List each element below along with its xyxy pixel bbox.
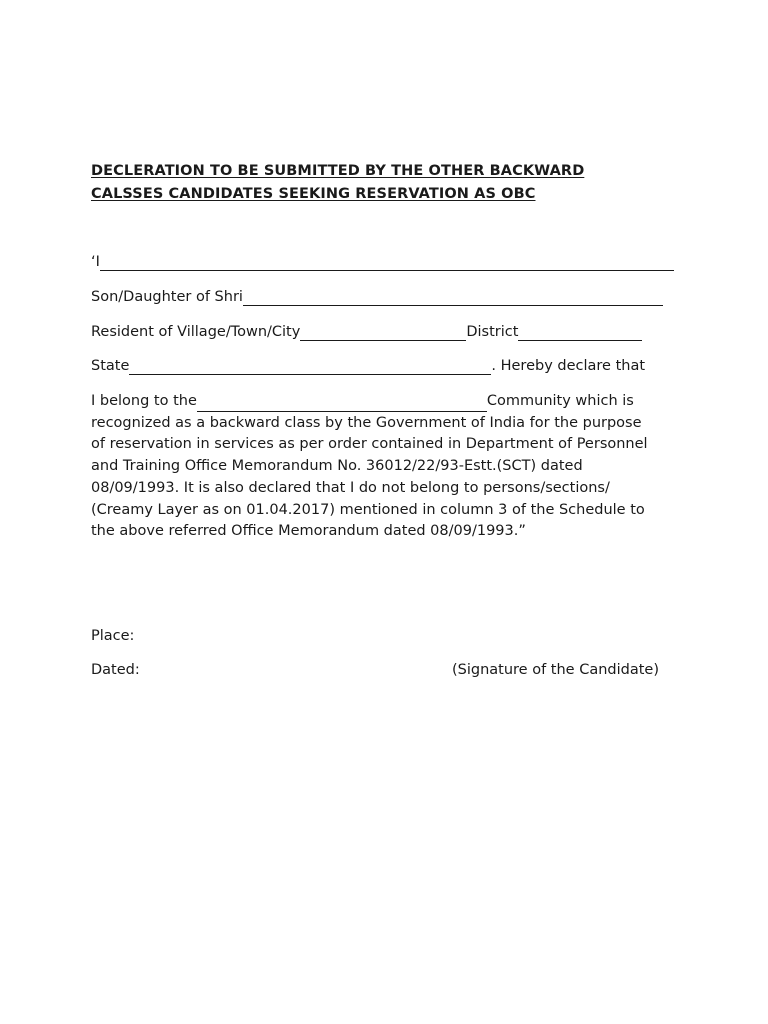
- place-label: Place:: [91, 628, 135, 644]
- name-prefix: ‘I: [91, 254, 100, 270]
- community-blank[interactable]: [197, 396, 487, 412]
- title-line-1: DECLERATION TO BE SUBMITTED BY THE OTHER BACKWARD: [91, 163, 585, 179]
- paragraph-line: and Training Office Memorandum No. 36012/22/93-Estt.(SCT) dated: [91, 458, 583, 475]
- name-blank[interactable]: [100, 255, 674, 271]
- dated-line: [91, 660, 140, 680]
- signature-label: (Signature of the Candidate): [452, 662, 659, 678]
- state-suffix: . Hereby declare that: [491, 358, 646, 374]
- community-prefix: I belong to the: [91, 393, 197, 409]
- state-label: State: [91, 358, 130, 374]
- paragraph-line: 08/09/1993. It is also declared that I do not belong to persons/sections/: [91, 479, 610, 496]
- document-title: [91, 160, 691, 206]
- paragraph-line: recognized as a backward class by the Government of India for the purpose: [91, 414, 642, 431]
- parent-blank[interactable]: [243, 290, 663, 306]
- parent-line: [91, 287, 663, 307]
- district-blank[interactable]: [518, 325, 642, 341]
- name-line: [91, 252, 674, 272]
- place-line: [91, 626, 134, 646]
- community-suffix: Community which is: [486, 393, 634, 409]
- parent-label: Son/Daughter of Shri: [91, 289, 243, 305]
- dated-label: Dated:: [91, 662, 140, 678]
- resident-blank[interactable]: [300, 325, 466, 341]
- paragraph-first-line: [91, 391, 681, 413]
- district-label: District: [466, 324, 519, 340]
- resident-line: [91, 322, 642, 342]
- declaration-paragraph: [91, 391, 681, 543]
- paragraph-line: (Creamy Layer as on 01.04.2017) mentioned in column 3 of the Schedule to: [91, 501, 645, 518]
- paragraph-body: [91, 413, 681, 543]
- paragraph-line: of reservation in services as per order contained in Department of Personnel: [91, 436, 648, 453]
- title-line-2: CALSSES CANDIDATES SEEKING RESERVATION AS OBC: [91, 186, 536, 202]
- paragraph-line: the above referred Office Memorandum dated 08/09/1993.”: [91, 523, 526, 540]
- state-blank[interactable]: [129, 359, 491, 375]
- resident-label: Resident of Village/Town/City: [91, 324, 301, 340]
- state-line: [91, 356, 645, 376]
